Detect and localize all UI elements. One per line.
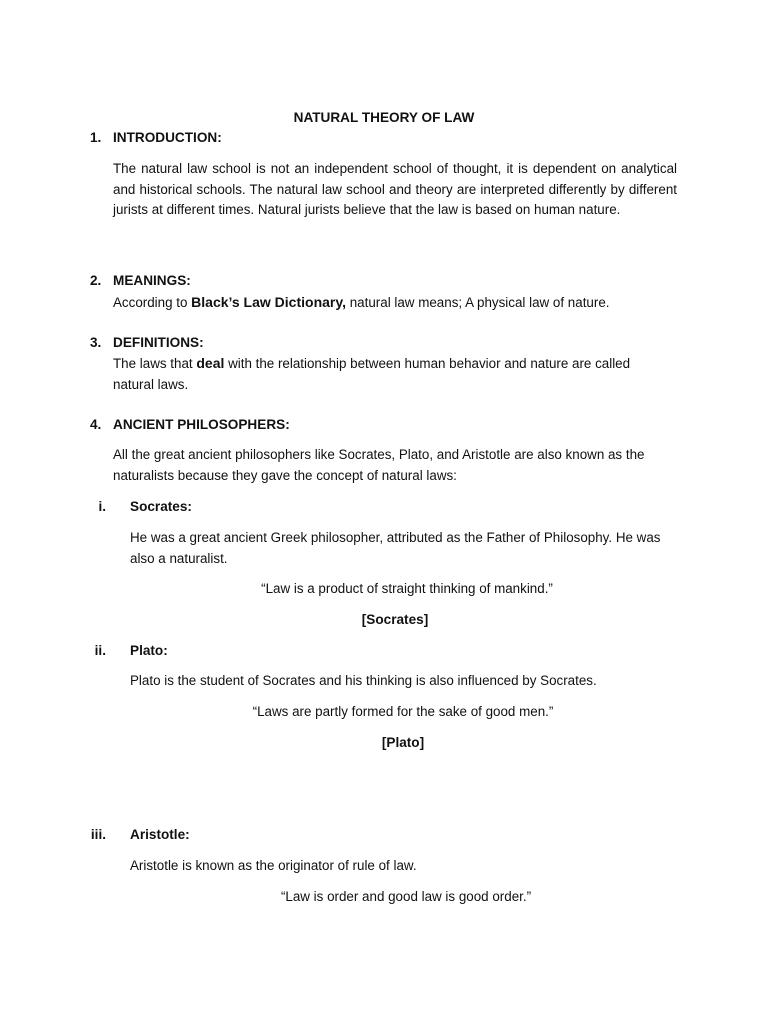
section-heading-meanings: MEANINGS: <box>113 273 191 288</box>
list-numeral: i. <box>98 499 106 514</box>
socrates-quote: “Law is a product of straight thinking of mankind.” <box>261 581 553 596</box>
ancient-philosophers-paragraph: All the great ancient philosophers like Socrates, Plato, and Aristotle are also known as the naturalists because they gave the concept of natural laws: <box>113 447 645 483</box>
meanings-text-before: According to <box>113 295 192 310</box>
section-heading-definitions: DEFINITIONS: <box>113 335 204 350</box>
list-numeral: iii. <box>90 827 106 842</box>
philosopher-name-plato: Plato: <box>130 643 168 658</box>
philosopher-name-aristotle: Aristotle: <box>130 827 190 842</box>
section-number: 1. <box>90 130 102 145</box>
plato-attribution: [Plato] <box>381 735 425 750</box>
document-title: NATURAL THEORY OF LAW <box>293 110 475 125</box>
introduction-paragraph: The natural law school is not an independent school of thought, it is dependent on analytical and historical schools. The natural law school and theory are interpreted differently by different jurists at different times. Natural jurists believe that the law is based on human nature. <box>113 161 677 217</box>
socrates-attribution: [Socrates] <box>361 612 429 627</box>
philosopher-name-socrates: Socrates: <box>130 499 192 514</box>
section-number: 3. <box>90 335 102 350</box>
meanings-emphasis: Black’s Law Dictionary, <box>191 294 346 310</box>
socrates-description: He was a great ancient Greek philosopher, attributed as the Father of Philosophy. He was also a naturalist. <box>130 530 661 566</box>
definitions-text-after: with the relationship between human behavior and nature are called natural laws. <box>113 356 631 392</box>
section-heading-ancient-philosophers: ANCIENT PHILOSOPHERS: <box>113 417 290 432</box>
meanings-paragraph <box>113 292 610 314</box>
section-number: 2. <box>90 273 102 288</box>
plato-description: Plato is the student of Socrates and his thinking is also influenced by Socrates. <box>130 673 597 688</box>
aristotle-quote: “Law is order and good law is good order.” <box>280 889 532 904</box>
definitions-text-before: The laws that <box>113 356 197 371</box>
aristotle-description: Aristotle is known as the originator of rule of law. <box>130 858 417 873</box>
plato-quote: “Laws are partly formed for the sake of good men.” <box>252 704 554 719</box>
section-number: 4. <box>90 417 102 432</box>
definitions-paragraph <box>113 353 661 395</box>
list-numeral: ii. <box>94 643 106 658</box>
meanings-text-after: natural law means; A physical law of nature. <box>346 295 610 310</box>
section-heading-introduction: INTRODUCTION: <box>113 130 222 145</box>
definitions-emphasis: deal <box>196 355 225 371</box>
